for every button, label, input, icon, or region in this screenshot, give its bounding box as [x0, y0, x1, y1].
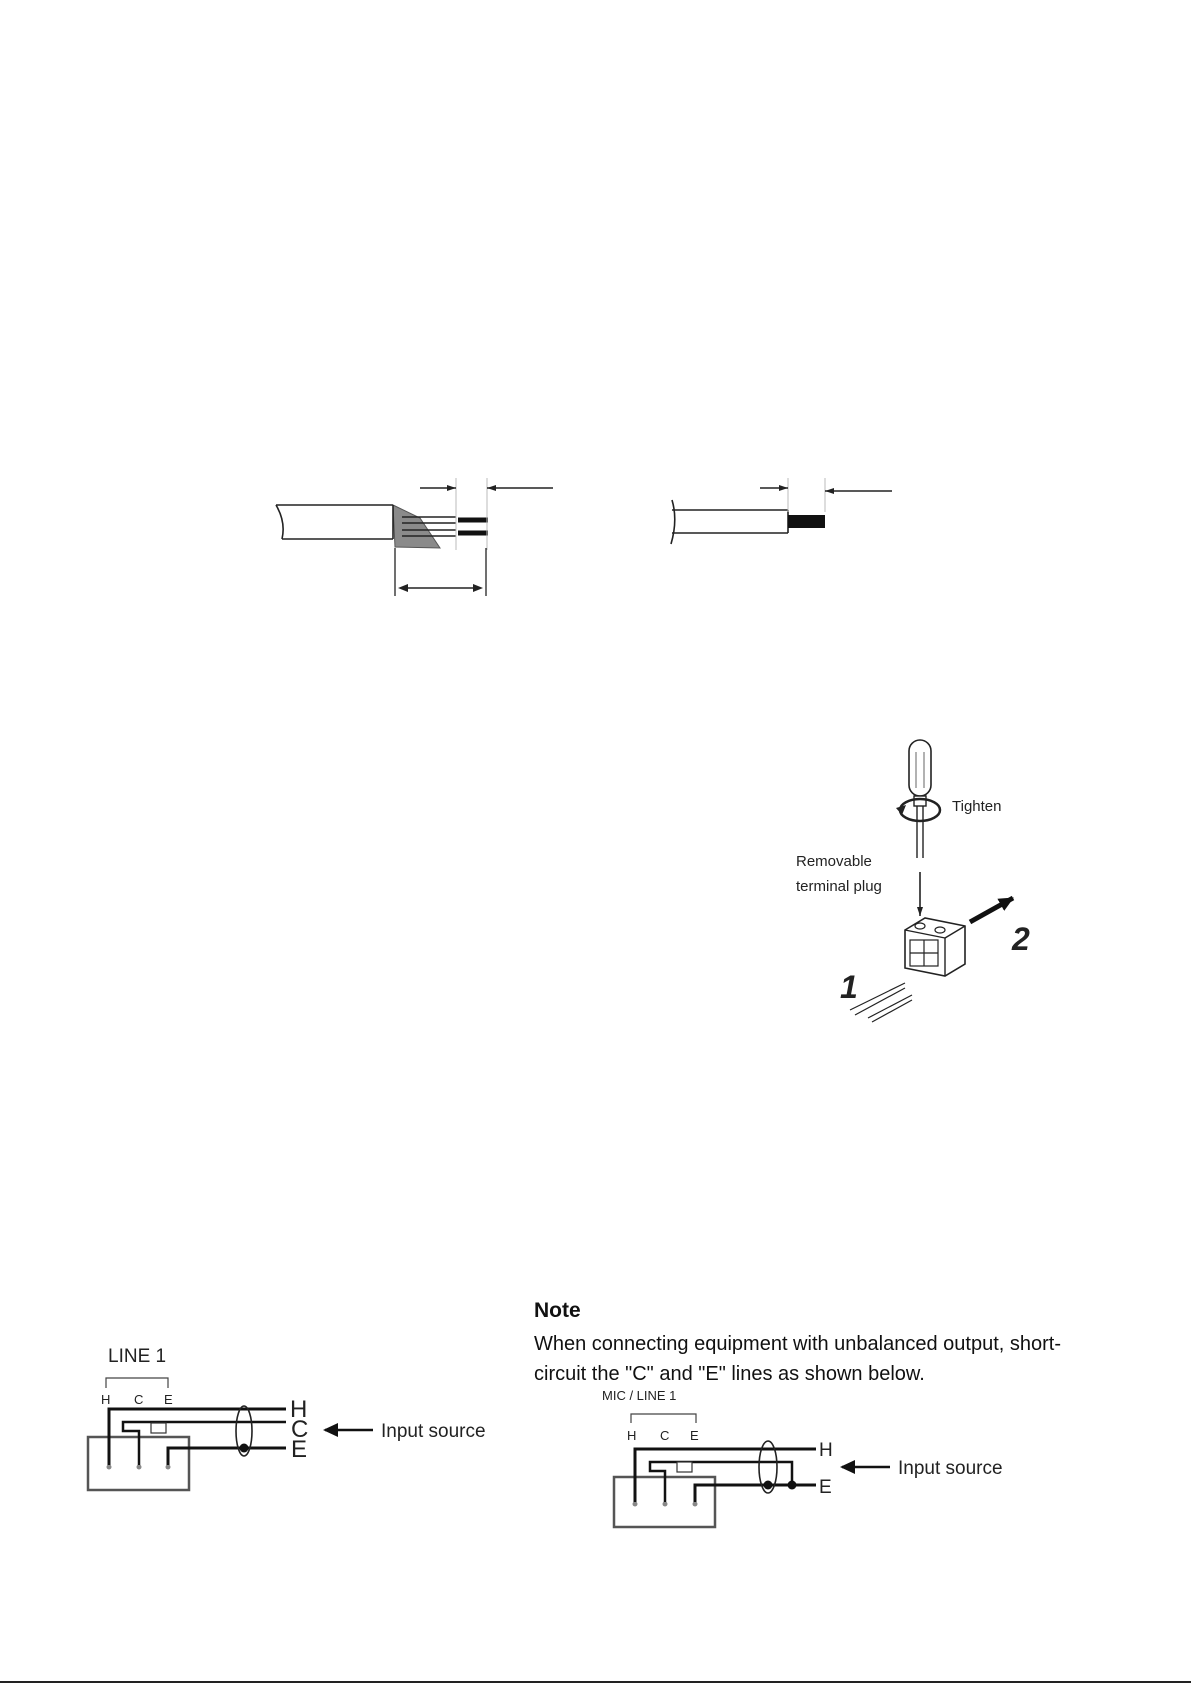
unbal-wire-label-h: H [819, 1440, 833, 1461]
unbal-wire-label-e: E [819, 1477, 832, 1498]
unbal-terminal-label-c: C [660, 1428, 670, 1443]
step-2-label: 2 [1012, 921, 1030, 957]
balanced-input-label: Input source [381, 1421, 486, 1442]
unbalanced-wiring-diagram [602, 1388, 1003, 1527]
note-body: When connecting equipment with unbalanced output, short-circuit the "C" and "E" lines as shown below. [534, 1333, 1062, 1385]
terminal-plug [905, 918, 965, 976]
unbalanced-input-label: Input source [898, 1458, 1003, 1479]
plug-label-line2: terminal plug [796, 878, 882, 895]
tighten-label: Tighten [952, 798, 1002, 815]
wire-label-e: E [291, 1436, 308, 1463]
terminal-label-e: E [164, 1392, 173, 1407]
unbal-terminal-label-h: H [627, 1428, 637, 1443]
wire-label-h: H [290, 1396, 308, 1423]
balanced-diagram-title: LINE 1 [108, 1346, 167, 1367]
wire-label-c: C [291, 1416, 309, 1443]
footer-rule [0, 1681, 1191, 1683]
plug-label-line1: Removable [796, 853, 872, 870]
unbalanced-diagram-title: MIC / LINE 1 [602, 1388, 677, 1403]
terminal-plug-figure [796, 740, 1030, 1022]
terminal-label-c: C [134, 1392, 144, 1407]
note-title: Note [534, 1299, 581, 1322]
cable-strip-diagram-single [671, 478, 892, 544]
terminal-label-h: H [101, 1392, 111, 1407]
arrow-left-icon [840, 1460, 855, 1474]
cable-strip-diagram-shielded [276, 478, 553, 596]
arrow-left-icon [323, 1423, 338, 1437]
unbal-terminal-label-e: E [690, 1428, 699, 1443]
balanced-wiring-diagram [88, 1346, 486, 1490]
step-1-label: 1 [840, 969, 858, 1005]
